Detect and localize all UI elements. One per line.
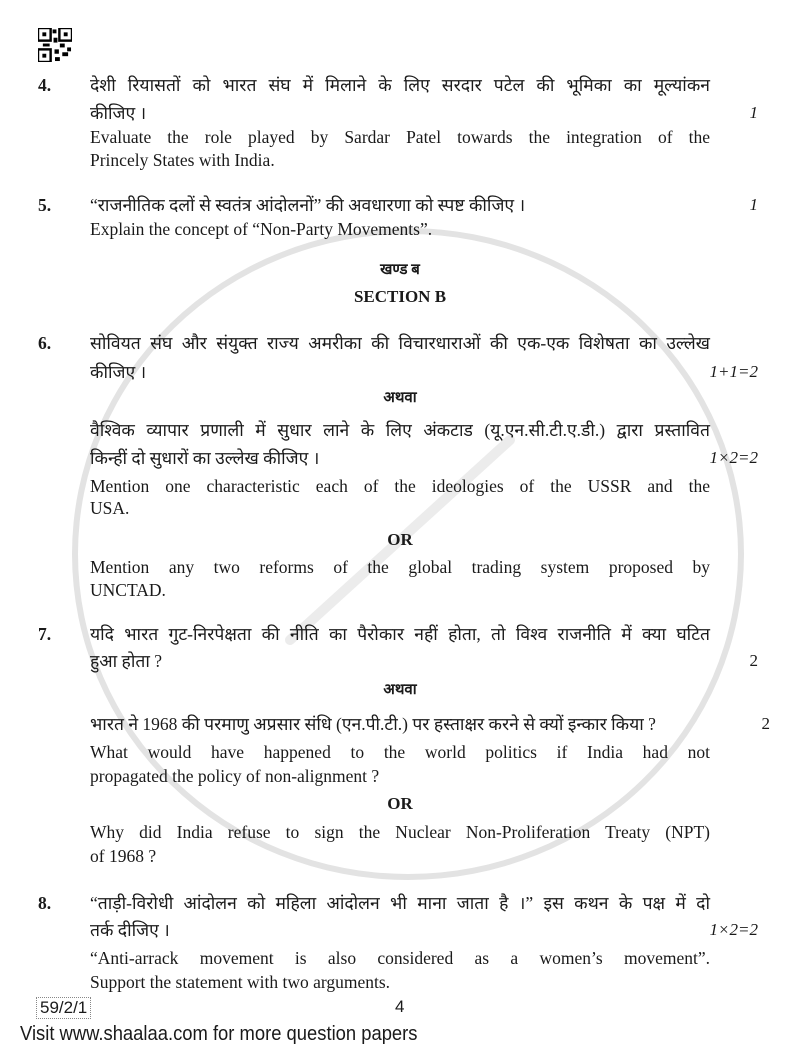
question-number: 4.	[38, 75, 52, 95]
marks: 1×2=2	[709, 448, 758, 467]
or-hindi: अथवा	[383, 390, 417, 406]
question-english-line: What would have happened to the world politics if India had not	[90, 742, 710, 762]
alt-question-hindi-line: वैश्विक व्यापार प्रणाली में सुधार लाने के लिए अंकटाड (यू.एन.सी.टी.ए.डी.) द्वारा प्रस्तावित	[90, 420, 710, 440]
question-english-line: “Anti-arrack movement is also considered as a women’s movement”.	[90, 948, 710, 968]
question-hindi-line: हुआ होता ?	[90, 651, 163, 671]
qr-code-icon	[38, 28, 72, 62]
question-english-line: Mention one characteristic each of the ideologies of the USSR and the	[90, 476, 710, 496]
question-hindi-line: “ताड़ी-विरोधी आंदोलन को महिला आंदोलन भी माना जाता है ।” इस कथन के पक्ष में दो	[90, 893, 710, 913]
paper-code: 59/2/1	[36, 997, 91, 1019]
question-number: 6.	[38, 333, 52, 353]
marks: 1	[749, 195, 758, 214]
page-number: 4	[395, 997, 405, 1016]
or-hindi: अथवा	[383, 682, 417, 698]
question-hindi-line: “राजनीतिक दलों से स्वतंत्र आंदोलनों” की अवधारणा को स्पष्ट कीजिए ।	[90, 195, 526, 215]
question-english-line: Evaluate the role played by Sardar Patel towards the integration of the	[90, 127, 710, 147]
marks: 1+1=2	[709, 362, 758, 381]
question-hindi-line: सोवियत संघ और संयुक्त राज्य अमरीका की विचारधाराओं की एक-एक विशेषता का उल्लेख	[90, 333, 710, 353]
alt-question-english-line: of 1968 ?	[90, 846, 157, 866]
question-number: 5.	[38, 195, 52, 215]
question-hindi-line: कीजिए ।	[90, 103, 147, 123]
question-hindi-line: देशी रियासतों को भारत संघ में मिलाने के लिए सरदार पटेल की भूमिका का मूल्यांकन	[90, 75, 710, 95]
question-english-line: Explain the concept of “Non-Party Movements”.	[90, 219, 433, 239]
or-english: OR	[387, 794, 413, 813]
section-title-hindi: खण्ड ब	[380, 262, 420, 278]
or-english: OR	[387, 530, 413, 549]
marks: 1×2=2	[709, 920, 758, 939]
question-english-line: Princely States with India.	[90, 150, 275, 170]
section-title: SECTION B	[353, 287, 447, 306]
question-number: 8.	[38, 893, 52, 913]
question-hindi-line: तर्क दीजिए ।	[90, 920, 170, 940]
alt-question-hindi-line: किन्हीं दो सुधारों का उल्लेख कीजिए ।	[90, 448, 320, 468]
question-hindi-line: यदि भारत गुट-निरपेक्षता की नीति का पैरोकार नहीं होता, तो विश्व राजनीति में क्या घटित	[90, 624, 710, 644]
alt-question-english-line: Mention any two reforms of the global trading system proposed by	[90, 557, 710, 577]
alt-question-hindi-line: भारत ने 1968 की परमाणु अप्रसार संधि (एन.पी.टी.) पर हस्ताक्षर करने से क्यों इन्कार किया ?	[90, 714, 656, 734]
marks: 2	[749, 651, 758, 670]
visit-banner: Visit www.shaalaa.com for more question papers	[20, 1023, 418, 1045]
question-english-line: Support the statement with two arguments.	[90, 972, 391, 992]
alt-question-english-line: Why did India refuse to sign the Nuclear Non-Proliferation Treaty (NPT)	[90, 822, 710, 842]
alt-question-english-line: UNCTAD.	[90, 580, 166, 600]
question-english-line: propagated the policy of non-alignment ?	[90, 766, 380, 786]
marks: 2	[761, 714, 770, 733]
question-hindi-line: कीजिए ।	[90, 362, 147, 382]
question-number: 7.	[38, 624, 52, 644]
question-english-line: USA.	[90, 498, 130, 518]
marks: 1	[749, 103, 758, 122]
